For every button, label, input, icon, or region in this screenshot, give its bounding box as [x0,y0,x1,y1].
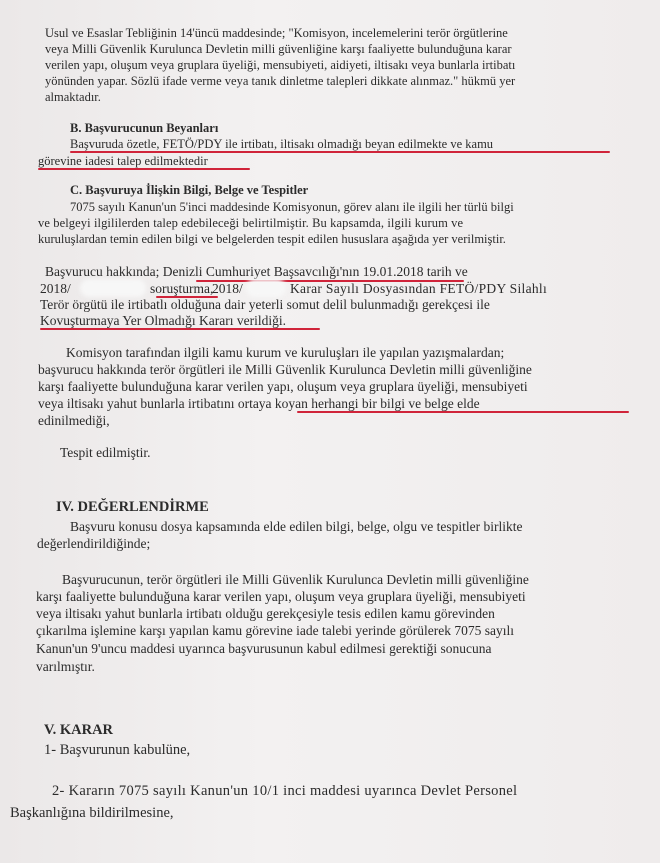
section-iv-p2-line-2: karşı faaliyette bulunduğuna karar verilen yapı, oluşum veya gruplara üyeliği, mensubiyeti [36,589,526,604]
section-c-p1-line-1: 7075 sayılı Kanun'un 5'inci maddesinde Komisyonun, görev alanı ile ilgili her türlü bilgi [70,200,514,214]
section-c-p4: Tespit edilmiştir. [60,445,151,460]
section-iv-p1-line-2: değerlendirildiğinde; [37,536,151,551]
intro-line-2: veya Milli Güvenlik Kurulunca Devletin milli güvenliğine karşı faaliyette bulunduğuna karar [45,42,512,56]
section-c-p3-line-2: başvurucu hakkında terör örgütleri ile Milli Güvenlik Kurulunca Devletin milli güvenliğine [38,362,532,377]
section-c-p2-line-3: Terör örgütü ile irtibatlı olduğuna dair yeterli somut delil bulunmadığı gerekçesi ile [40,297,490,312]
section-c-p2-line-2-end: Karar Sayılı Dosyasından FETÖ/PDY Silahlı [290,281,548,296]
section-iv-heading: IV. DEĞERLENDİRME [56,499,209,515]
highlight-underline [70,151,610,153]
section-v-item-2-line-1: 2- Kararın 7075 sayılı Kanun'un 10/1 inci maddesi uyarınca Devlet Personel [52,783,518,799]
section-v-item-2-line-2: Başkanlığına bildirilmesine, [10,805,174,821]
section-iv-p1-line-1: Başvuru konusu dosya kapsamında elde edilen bilgi, belge, olgu ve tespitler birlikte [70,519,523,534]
section-c-p2-investigation: soruşturma, [150,281,214,296]
intro-line-3: verilen yapı, oluşum veya gruplara üyeliği, mensubiyeti, aidiyeti, iltisakı veya bunlarla irtibatı [45,58,516,72]
section-b-line-1: Başvuruda özetle, FETÖ/PDY ile irtibatı, iltisakı olmadığı beyan edilmekte ve kamu [70,137,494,151]
section-b-heading: B. Başvurucunun Beyanları [70,121,219,135]
section-b-line-2: görevine iadesi talep edilmektedir [38,154,208,168]
section-iv-p2-line-3: veya iltisakı yahut bunlarla irtibatı olduğu gerekçesiyle tesis edilen kamu görevinden [36,606,495,621]
section-c-p2-line-1: Başvurucu hakkında; Denizli Cumhuriyet Başsavcılığı'nın 19.01.2018 tarih ve [45,264,468,279]
section-c-p3-line-3: karşı faaliyette bulunduğuna karar verilen yapı, oluşum veya gruplara üyeliği, mensubiyeti [38,379,528,394]
section-iv-p2-line-5: Kanun'un 9'uncu maddesi uyarınca başvurusunun kabul edilmesi gerektiği sonucuna [36,641,492,656]
section-iv-p2-line-1: Başvurucunun, terör örgütleri ile Milli Güvenlik Kurulunca Devletin milli güvenliğine [62,572,529,587]
section-v-heading: V. KARAR [44,722,114,738]
highlight-underline [297,411,629,413]
section-c-p3-line-5: edinilmediği, [38,413,110,428]
redaction-blur [80,279,146,297]
intro-line-1: Usul ve Esaslar Tebliğinin 14'üncü maddesinde; "Komisyon, incelemelerini terör örgütlerine [45,26,508,40]
section-c-p2-case-number-2: 2018/ [212,281,243,296]
intro-line-4: yönünden yapar. Sözlü ifade verme veya tanık dinletme talepleri dikkate alınmaz." hükmü yer [45,74,516,88]
section-c-p3-line-4: veya iltisakı yahut bunlarla irtibatını ortaya koyan herhangi bir bilgi ve belge elde [38,396,480,411]
section-iv-p2-line-6: varılmıştır. [36,659,95,674]
section-c-p2-case-number-1: 2018/ [40,281,71,296]
section-v-item-1: 1- Başvurunun kabulüne, [44,742,191,758]
intro-line-5: almaktadır. [45,90,101,104]
section-c-heading: C. Başvuruya İlişkin Bilgi, Belge ve Tespitler [70,183,309,197]
section-c-p1-line-3: kuruluşlardan temin edilen bilgi ve belgelerden tespit edilen hususlara aşağıda yer verilmiştir. [38,232,506,246]
section-c-p2-line-4: Kovuşturmaya Yer Olmadığı Kararı verildiği. [40,313,286,328]
section-c-p1-line-2: ve belgeyi ilgililerden talep edebileceği belirtilmiştir. Bu kapsamda, ilgili kurum ve [38,216,464,230]
highlight-underline [40,328,320,330]
redaction-blur [246,279,286,297]
highlight-underline [38,168,250,170]
section-c-p3-line-1: Komisyon tarafından ilgili kamu kurum ve kuruluşları ile yapılan yazışmalardan; [66,345,505,360]
section-iv-p2-line-4: çıkarılma işlemine karşı yapılan kamu görevine iade talebi yerinde görülerek 7075 sayılı [36,623,514,638]
